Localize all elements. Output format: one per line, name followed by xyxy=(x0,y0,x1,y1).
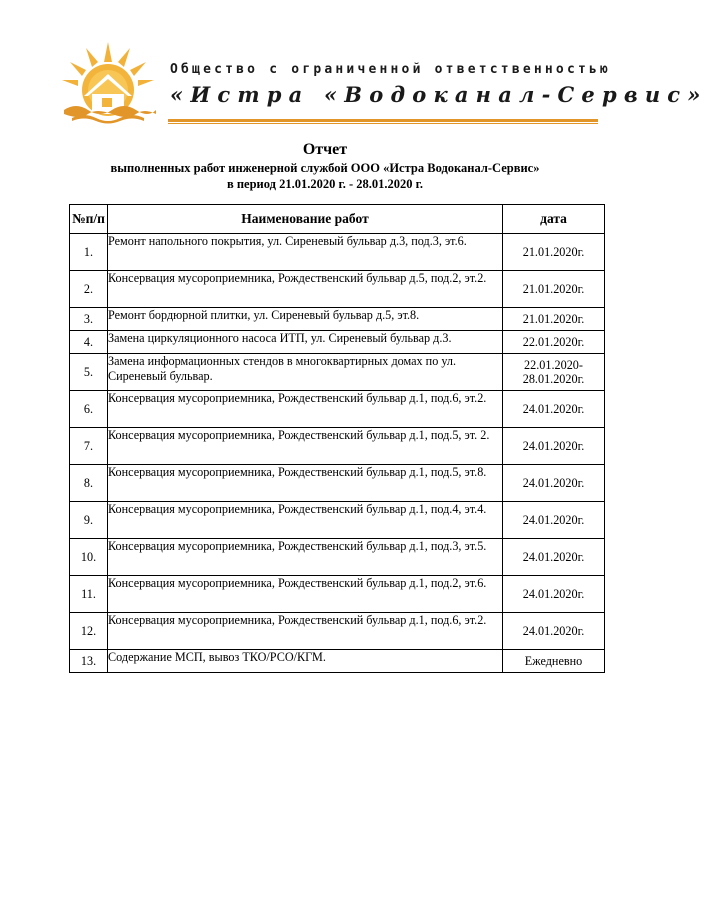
row-num: 8. xyxy=(70,465,108,502)
table-row xyxy=(70,650,605,673)
org-name-label: «Истра «Водоканал-Сервис» xyxy=(170,82,708,107)
header-work: Наименование работ xyxy=(108,205,503,234)
row-num: 10. xyxy=(70,539,108,576)
row-num: 11. xyxy=(70,576,108,613)
row-date: 22.01.2020-28.01.2020г. xyxy=(503,354,605,391)
table-row xyxy=(70,576,605,613)
row-date: 24.01.2020г. xyxy=(503,502,605,539)
header-divider xyxy=(168,119,598,122)
row-num: 2. xyxy=(70,271,108,308)
row-work: Ремонт бордюрной плитки, ул. Сиреневый бульвар д.5, эт.8. xyxy=(108,308,503,331)
row-work: Ремонт напольного покрытия, ул. Сиреневый бульвар д.3, под.3, эт.6. xyxy=(108,234,503,271)
row-work: Консервация мусороприемника, Рождественский бульвар д.1, под.4, эт.4. xyxy=(108,502,503,539)
table-row xyxy=(70,428,605,465)
row-work: Консервация мусороприемника, Рождественский бульвар д.5, под.2, эт.2. xyxy=(108,271,503,308)
row-date: 21.01.2020г. xyxy=(503,234,605,271)
works-table xyxy=(69,204,605,673)
table-row xyxy=(70,354,605,391)
header-date: дата xyxy=(503,205,605,234)
row-date: 24.01.2020г. xyxy=(503,576,605,613)
row-work: Консервация мусороприемника, Рождественский бульвар д.1, под.5, эт.8. xyxy=(108,465,503,502)
row-date: 24.01.2020г. xyxy=(503,391,605,428)
header-num: №п/п xyxy=(70,205,108,234)
row-num: 6. xyxy=(70,391,108,428)
row-date: 24.01.2020г. xyxy=(503,465,605,502)
row-date: 24.01.2020г. xyxy=(503,613,605,650)
row-work: Замена циркуляционного насоса ИТП, ул. Сиреневый бульвар д.3. xyxy=(108,331,503,354)
row-date: 21.01.2020г. xyxy=(503,308,605,331)
row-date: 22.01.2020г. xyxy=(503,331,605,354)
row-work: Замена информационных стендов в многоквартирных домах по ул. Сиреневый бульвар. xyxy=(108,354,503,391)
row-work: Консервация мусороприемника, Рождественский бульвар д.1, под.6, эт.2. xyxy=(108,613,503,650)
report-title-block xyxy=(0,140,650,192)
row-date: 24.01.2020г. xyxy=(503,428,605,465)
table-row xyxy=(70,234,605,271)
row-work: Консервация мусороприемника, Рождественский бульвар д.1, под.3, эт.5. xyxy=(108,539,503,576)
table-header-row xyxy=(70,205,605,234)
org-type-label: Общество с ограниченной ответственностью xyxy=(170,62,612,77)
row-num: 7. xyxy=(70,428,108,465)
row-num: 12. xyxy=(70,613,108,650)
row-date: Ежедневно xyxy=(503,650,605,673)
table-row xyxy=(70,465,605,502)
header-divider-thin xyxy=(168,123,598,124)
table-row xyxy=(70,308,605,331)
row-work: Консервация мусороприемника, Рождественский бульвар д.1, под.5, эт. 2. xyxy=(108,428,503,465)
report-period: в период 21.01.2020 г. - 28.01.2020 г. xyxy=(226,177,424,191)
row-date: 24.01.2020г. xyxy=(503,539,605,576)
table-row xyxy=(70,331,605,354)
row-num: 5. xyxy=(70,354,108,391)
row-num: 9. xyxy=(70,502,108,539)
table-row xyxy=(70,271,605,308)
row-num: 13. xyxy=(70,650,108,673)
row-num: 1. xyxy=(70,234,108,271)
table-row xyxy=(70,613,605,650)
row-num: 3. xyxy=(70,308,108,331)
table-row xyxy=(70,391,605,428)
row-work: Содержание МСП, вывоз ТКО/РСО/КГМ. xyxy=(108,650,503,673)
report-title: Отчет xyxy=(302,141,348,158)
row-num: 4. xyxy=(70,331,108,354)
table-row xyxy=(70,539,605,576)
row-work: Консервация мусороприемника, Рождественский бульвар д.1, под.2, эт.6. xyxy=(108,576,503,613)
company-logo xyxy=(58,40,158,124)
report-subtitle: выполненных работ инженерной службой ООО «Истра Водоканал-Сервис» xyxy=(110,161,540,175)
table-row xyxy=(70,502,605,539)
sun-house-logo-icon xyxy=(58,40,158,124)
row-date: 21.01.2020г. xyxy=(503,271,605,308)
row-work: Консервация мусороприемника, Рождественский бульвар д.1, под.6, эт.2. xyxy=(108,391,503,428)
